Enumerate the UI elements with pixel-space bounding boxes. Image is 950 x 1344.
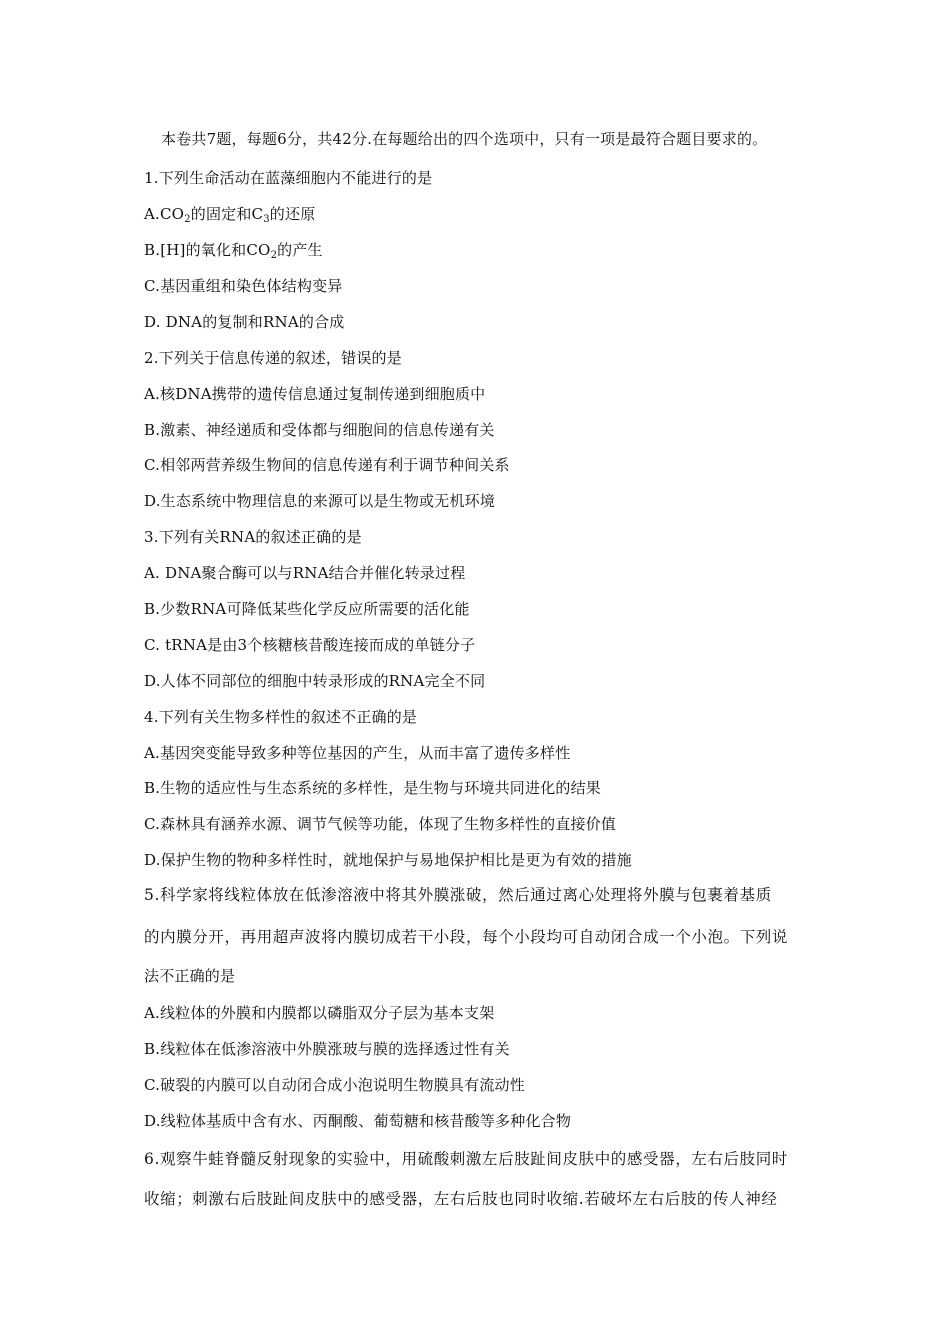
question-1-option-c: C.基因重组和染色体结构变异: [144, 277, 343, 295]
question-1-stem: 1.下列生命活动在蓝藻细胞内不能进行的是: [144, 169, 433, 187]
question-3-option-b: B.少数RNA可降低某些化学反应所需要的活化能: [144, 600, 470, 618]
option-b-text-1: B.[H]的氧化和CO: [144, 241, 271, 259]
question-3-option-d: D.人体不同部位的细胞中转录形成的RNA完全不同: [144, 672, 486, 690]
question-5-option-d: D.线粒体基质中含有水、丙酮酸、葡萄糖和核昔酸等多种化合物: [144, 1112, 572, 1130]
subscript-2: 2: [184, 214, 191, 225]
question-4-option-d: D.保护生物的物种多样性时，就地保护与易地保护相比是更为有效的措施: [144, 851, 632, 869]
question-5-stem-line-1: 5.科学家将线粒体放在低渗溶液中将其外膜涨破，然后通过离心处理将外膜与包裹着基质: [144, 886, 772, 904]
question-3-stem: 3.下列有关RNA的叙述正确的是: [144, 528, 362, 546]
question-3-option-c: C. tRNA是由3个核糖核昔酸连接而成的单链分子: [144, 636, 476, 654]
question-1-option-a: [144, 204, 315, 230]
question-5-stem-line-3: 法不正确的是: [144, 967, 236, 985]
subscript-3: 3: [263, 214, 270, 225]
question-3-option-a: A. DNA聚合酶可以与RNA结合并催化转录过程: [144, 564, 466, 582]
question-5-option-c: C.破裂的内膜可以自动闭合成小泡说明生物膜具有流动性: [144, 1076, 525, 1094]
option-a-text-2: 的固定和C: [190, 205, 264, 223]
question-5-stem-line-2: 的内膜分开，再用超声波将内膜切成若干小段，每个小段均可自动闭合成一个小泡。下列说: [144, 928, 789, 946]
section-instructions: 本卷共7题，每题6分，共42分.在每题给出的四个选项中，只有一项是最符合题目要求的。: [161, 130, 768, 148]
question-4-option-a: A.基因突变能导致多种等位基因的产生，从而丰富了遗传多样性: [144, 744, 571, 762]
question-6-stem-line-2: 收缩；刺激右后肢趾间皮肤中的感受器，左右后肢也同时收缩.若破坏左右后肢的传人神经: [144, 1190, 778, 1208]
question-2-stem: 2.下列关于信息传递的叙述，错误的是: [144, 349, 402, 367]
question-2-option-b: B.激素、神经递质和受体都与细胞间的信息传递有关: [144, 421, 495, 439]
question-2-option-c: C.相邻两营养级生物间的信息传递有利于调节种间关系: [144, 456, 510, 474]
question-6-stem-line-1: 6.观察牛蛙脊髓反射现象的实验中，用硫酸刺激左后肢趾间皮肤中的感受器，左右后肢同时: [144, 1150, 788, 1168]
question-4-option-c: C.森林具有涵养水源、调节气候等功能，体现了生物多样性的直接价值: [144, 815, 617, 833]
subscript-2: 2: [270, 250, 278, 261]
question-5-option-a: A.线粒体的外膜和内膜都以磷脂双分子层为基本支架: [144, 1004, 495, 1022]
option-a-text-1: A.CO: [144, 205, 185, 223]
question-2-option-d: D.生态系统中物理信息的来源可以是生物或无机环境: [144, 492, 496, 510]
question-2-option-a: A.核DNA携带的遗传信息通过复制传递到细胞质中: [144, 385, 486, 403]
question-1-option-d: D. DNA的复制和RNA的合成: [144, 313, 345, 331]
question-4-stem: 4.下列有关生物多样性的叙述不正确的是: [144, 708, 418, 726]
question-4-option-b: B.生物的适应性与生态系统的多样性，是生物与环境共同进化的结果: [144, 779, 601, 797]
option-a-text-3: 的还原: [269, 205, 316, 223]
question-5-option-b: B.线粒体在低渗溶液中外膜涨玻与膜的选择透过性有关: [144, 1040, 510, 1058]
option-b-text-2: 的产生: [277, 241, 323, 259]
question-1-option-b: [144, 240, 323, 266]
